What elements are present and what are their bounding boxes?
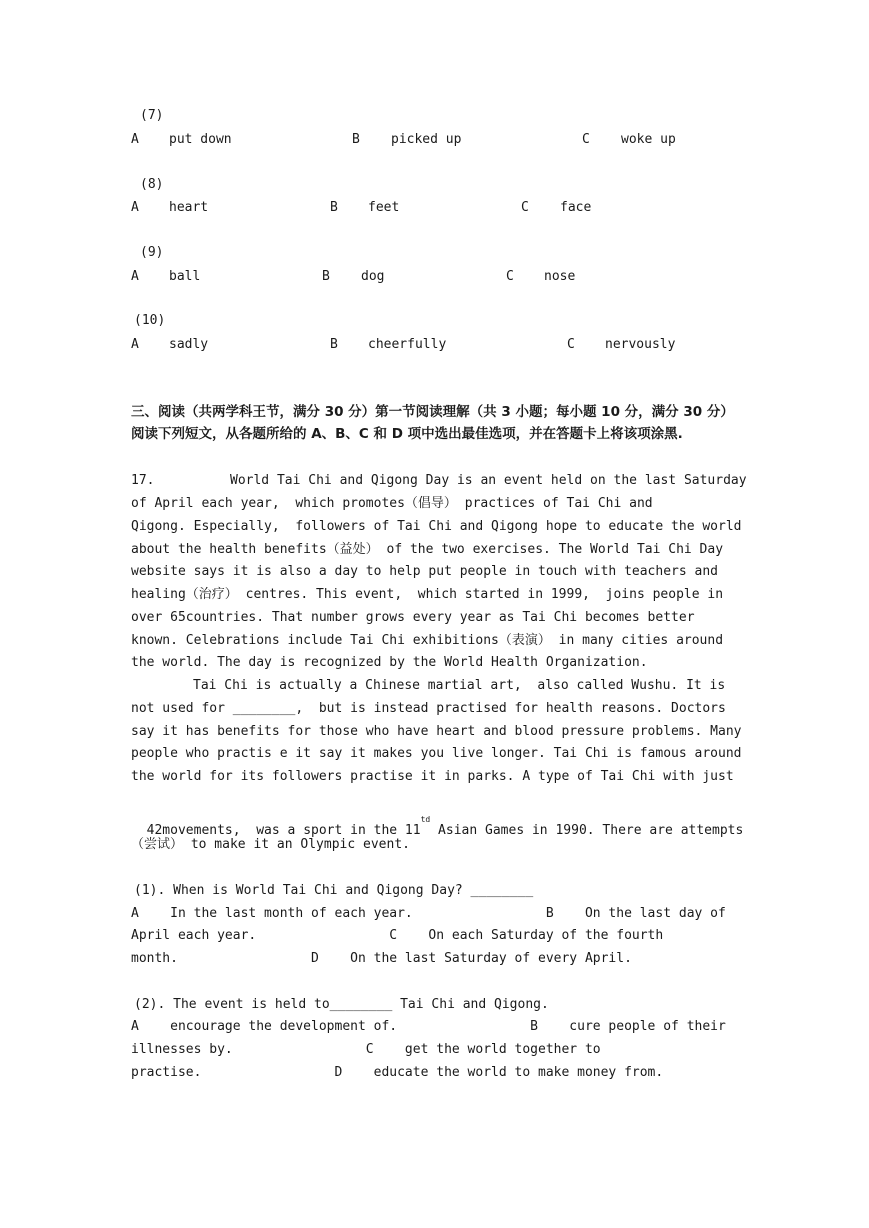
question-number: (9): [140, 245, 164, 260]
option-text: picked up: [391, 132, 462, 147]
question-number: (8): [140, 177, 164, 192]
option-text: feet: [368, 200, 400, 215]
option-letter: A: [131, 132, 139, 147]
option-letter: C: [521, 200, 529, 215]
passage-line: of April each year, which promotes（倡导） practices of Tai Chi and: [131, 496, 653, 511]
passage-line: known. Celebrations include Tai Chi exhibitions（表演） in many cities around: [131, 633, 724, 648]
passage-line: people who practis e it say it makes you live longer. Tai Chi is famous around: [131, 746, 742, 761]
option-text: face: [560, 200, 592, 215]
question-stem: (2). The event is held to________ Tai Chi and Qigong.: [134, 997, 549, 1012]
question-stem: (1). When is World Tai Chi and Qigong Day? ________: [134, 883, 534, 898]
passage-line: over 65countries. That number grows every year as Tai Chi becomes better: [131, 610, 695, 625]
option-text: sadly: [169, 337, 209, 352]
option-text: cheerfully: [368, 337, 447, 352]
passage-line: about the health benefits（益处） of the two exercises. The World Tai Chi Day: [131, 542, 724, 557]
passage-line: not used for ________, but is instead practised for health reasons. Doctors: [131, 701, 726, 716]
passage-line: [131, 807, 743, 840]
passage-line: Tai Chi is actually a Chinese martial art, also called Wushu. It is: [193, 678, 726, 693]
passage-line: World Tai Chi and Qigong Day is an event held on the last Saturday: [230, 473, 747, 488]
passage-text: 42movements, was a sport in the 11: [146, 823, 421, 838]
question-options: A In the last month of each year. B On the last day of: [131, 906, 726, 921]
option-letter: A: [131, 269, 139, 284]
question-options: practise. D educate the world to make money from.: [131, 1065, 664, 1080]
option-letter: B: [330, 337, 338, 352]
passage-line: say it has benefits for those who have heart and blood pressure problems. Many: [131, 724, 742, 739]
passage-number: 17.: [131, 473, 155, 488]
passage-line: website says it is also a day to help put people in touch with teachers and: [131, 564, 718, 579]
passage-line: the world. The day is recognized by the World Health Organization.: [131, 655, 648, 670]
passage-line: healing（治疗） centres. This event, which started in 1999, joins people in: [131, 587, 724, 602]
option-letter: C: [567, 337, 575, 352]
question-options: illnesses by. C get the world together to: [131, 1042, 601, 1057]
question-options: April each year. C On each Saturday of the fourth: [131, 928, 664, 943]
option-text: nose: [544, 269, 576, 284]
option-text: nervously: [605, 337, 676, 352]
question-number: (7): [140, 108, 164, 123]
question-options: month. D On the last Saturday of every April.: [131, 951, 632, 966]
option-letter: C: [506, 269, 514, 284]
option-letter: C: [582, 132, 590, 147]
passage-line: （尝试） to make it an Olympic event.: [131, 837, 410, 852]
option-text: heart: [169, 200, 209, 215]
option-letter: A: [131, 337, 139, 352]
option-letter: A: [131, 200, 139, 215]
section-heading: 三、阅读（共两学科王节，满分 30 分）第一节阅读理解（共 3 小题；每小题 10 分，满分 30 分）阅读下列短文，从各题所给的 A、B、C 和 D 项中选出最佳选项，并在答题卡上将该项涂黑.: [131, 404, 734, 442]
option-text: woke up: [621, 132, 676, 147]
option-text: ball: [169, 269, 201, 284]
question-number: (10): [134, 313, 166, 328]
question-options: A encourage the development of. B cure people of their: [131, 1019, 726, 1034]
passage-line: the world for its followers practise it in parks. A type of Tai Chi with just: [131, 769, 734, 784]
passage-line: Qigong. Especially, followers of Tai Chi and Qigong hope to educate the world: [131, 519, 742, 534]
option-letter: B: [352, 132, 360, 147]
option-text: put down: [169, 132, 232, 147]
superscript: td: [420, 815, 431, 824]
passage-text: Asian Games in 1990. There are attempts: [430, 823, 744, 838]
option-letter: B: [330, 200, 338, 215]
option-letter: B: [322, 269, 330, 284]
option-text: dog: [361, 269, 385, 284]
